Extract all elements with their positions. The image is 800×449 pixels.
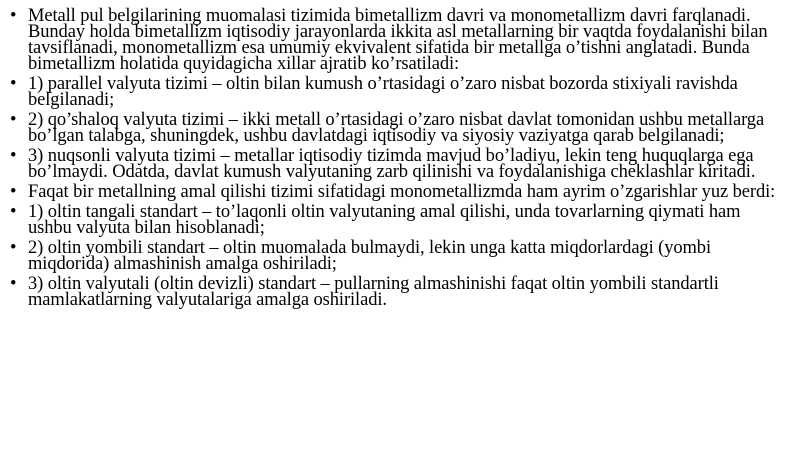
bullet-item-4 <box>10 148 785 180</box>
bullet-dot-icon: • <box>10 274 17 294</box>
bullet-item-2 <box>10 76 785 108</box>
bullet-text: 3) oltin valyutali (oltin devizli) standart – pullarning almashinishi faqat oltin yombili standartli mamlakatlarning valyutalariga amalga oshiriladi. <box>28 274 719 310</box>
bullet-text: 2) oltin yombili standart – oltin muomalada bulmaydi, lekin unga katta miqdorlardagi (yombi miqdorida) almashinish amalga oshiriladi; <box>28 238 711 274</box>
bullet-dot-icon: • <box>10 202 17 222</box>
bullet-dot-icon: • <box>10 110 17 130</box>
bullet-dot-icon: • <box>10 182 17 202</box>
bullet-dot-icon: • <box>10 146 17 166</box>
bullet-dot-icon: • <box>10 74 17 94</box>
bullet-text: 1) oltin tangali standart – to’laqonli oltin valyutaning amal qilishi, unda tovarlarning qiymati ham ushbu valyuta bilan hisoblanadi; <box>28 202 741 238</box>
bullet-item-8 <box>10 276 785 308</box>
bullet-text: 2) qo’shaloq valyuta tizimi – ikki metall o’rtasidagi o’zaro nisbat davlat tomonidan ushbu metallarga bo’lgan talabga, shuningdek, ushbu davlatdagi iqtisodiy va siyosiy vaziyatga qarab belgilanadi; <box>28 110 765 146</box>
bullet-dot-icon: • <box>10 6 17 26</box>
bullet-text: Faqat bir metallning amal qilishi tizimi sifatidagi monometallizmda ham ayrim o’zgarishlar yuz berdi: <box>28 182 776 202</box>
bullet-item-7 <box>10 240 785 272</box>
bullet-text: 3) nuqsonli valyuta tizimi – metallar iqtisodiy tizimda mavjud bo’ladiyu, lekin teng huquqlarga ega bo’lmaydi. Odatda, davlat kumush valyutaning zarb qilinishi va foydalanishiga cheklashlar kiritadi. <box>28 146 756 182</box>
bullet-item-1 <box>10 8 785 72</box>
bullet-item-3 <box>10 112 785 144</box>
bullet-list <box>10 8 785 312</box>
bullet-item-5 <box>10 184 785 200</box>
bullet-dot-icon: • <box>10 238 17 258</box>
bullet-text: 1) parallel valyuta tizimi – oltin bilan kumush o’rtasidagi o’zaro nisbat bozorda stixiyali ravishda belgilanadi; <box>28 74 738 110</box>
bullet-item-6 <box>10 204 785 236</box>
bullet-text: Metall pul belgilarining muomalasi tizimida bimetallizm davri va monometallizm davri farqlanadi. Bunday holda bimetallizm iqtisodiy jarayonlarda ikkita asl metallarning bir vaqtda foydalanishi bilan tavsiflanadi, monometallizm esa umumiy ekvivalent sifatida bir metallga o’tishni anglatadi. Bunda bimetallizm holatida quyidagicha xillar ajratib ko’rsatiladi: <box>28 6 768 74</box>
